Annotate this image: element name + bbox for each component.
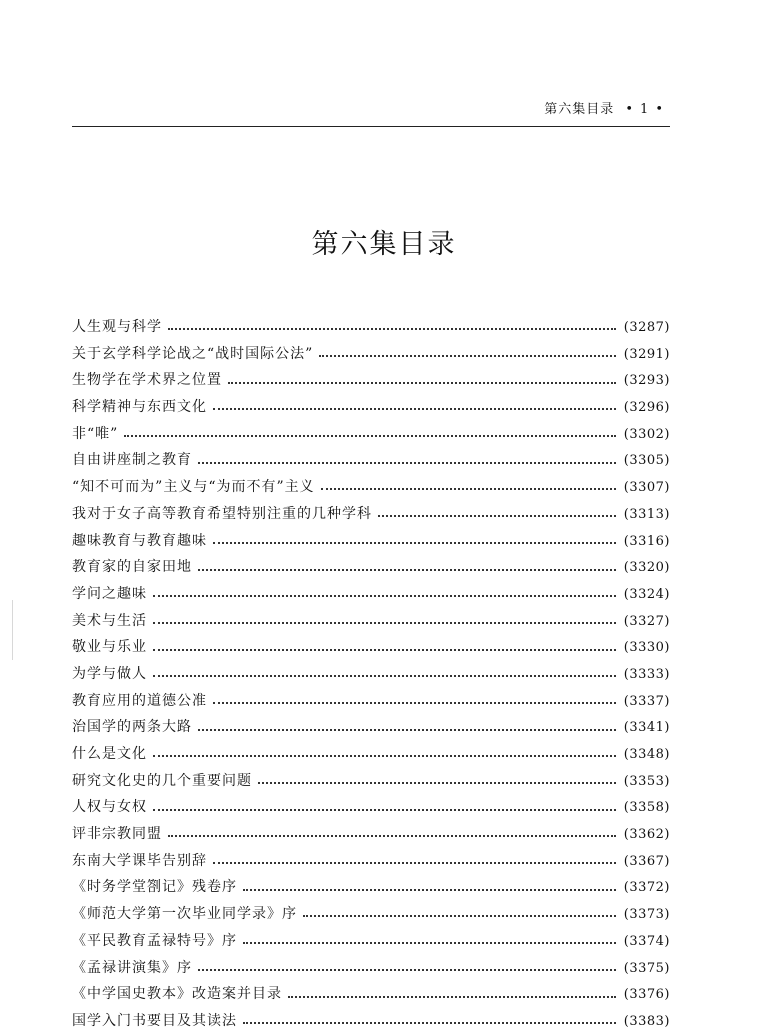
toc-dot-leader (243, 889, 616, 891)
toc-dot-leader (198, 729, 616, 731)
toc-entry (72, 821, 670, 848)
toc-entry (72, 394, 670, 421)
margin-mark (12, 600, 13, 660)
toc-entry-title: 非“唯” (72, 425, 119, 442)
toc-dot-leader (198, 462, 616, 464)
toc-entry-title: 关于玄学科学论战之“战时国际公法” (72, 345, 314, 362)
toc-dot-leader (153, 622, 616, 624)
toc-entry-page: (3320) (623, 560, 670, 576)
toc-entry-page: (3383) (623, 1013, 670, 1029)
toc-entry-page: (3362) (623, 827, 670, 843)
toc-entry (72, 714, 670, 741)
toc-entry (72, 794, 670, 821)
toc-entry (72, 1008, 670, 1035)
toc-entry-title: 学问之趣味 (72, 585, 147, 602)
toc-entry-title: 我对于女子高等教育希望特别注重的几种学科 (72, 505, 372, 522)
toc-entry (72, 314, 670, 341)
toc-entry-page: (3372) (623, 880, 670, 896)
toc-entry-page: (3291) (623, 346, 670, 362)
toc-entry-page: (3375) (623, 960, 670, 976)
toc-entry (72, 474, 670, 501)
toc-dot-leader (124, 435, 615, 437)
toc-entry (72, 341, 670, 368)
toc-dot-leader (319, 355, 615, 357)
toc-entry-title: 国学入门书要目及其读法 (72, 1012, 237, 1029)
toc-dot-leader (213, 862, 616, 864)
toc-dot-leader (153, 755, 616, 757)
page-title: 第六集目录 (311, 229, 457, 260)
toc-entry-title: “知不可而为”主义与“为而不有”主义 (72, 479, 315, 496)
toc-entry (72, 928, 670, 955)
toc-entry (72, 528, 670, 555)
toc-entry-page: (3358) (623, 800, 670, 816)
toc-entry (72, 421, 670, 448)
toc-entry (72, 367, 670, 394)
toc-entry-title: 《师范大学第一次毕业同学录》序 (72, 906, 297, 923)
toc-entry-page: (3302) (623, 426, 670, 442)
toc-entry-page: (3333) (623, 666, 670, 682)
toc-dot-leader (213, 702, 616, 704)
toc-entry-page: (3327) (623, 613, 670, 629)
toc-entry-title: 东南大学课毕告别辞 (72, 852, 207, 869)
toc-entry-title: 美术与生活 (72, 612, 147, 629)
toc-entry-title: 教育应用的道德公准 (72, 692, 207, 709)
toc-entry-title: 研究文化史的几个重要问题 (72, 772, 252, 789)
toc-dot-leader (213, 408, 616, 410)
header-page-number: 1 (640, 102, 650, 117)
toc-entry-page: (3287) (623, 320, 670, 335)
toc-entry-title: 敬业与乐业 (72, 639, 147, 656)
toc-entry-page: (3293) (623, 373, 670, 389)
toc-entry-title: 《孟禄讲演集》序 (72, 959, 192, 976)
toc-entry (72, 447, 670, 474)
toc-entry (72, 741, 670, 768)
toc-entry-page: (3313) (623, 506, 670, 522)
toc-entry-title: 人生观与科学 (72, 319, 162, 335)
toc-entry-page: (3376) (623, 987, 670, 1003)
header-dot-left: • (625, 102, 635, 117)
toc-entry (72, 554, 670, 581)
toc-entry-page: (3305) (623, 453, 670, 469)
toc-entry-title: 自由讲座制之教育 (72, 452, 192, 469)
toc-dot-leader (168, 328, 616, 330)
table-of-contents (72, 314, 670, 1035)
toc-dot-leader (288, 996, 616, 998)
toc-dot-leader (228, 382, 616, 384)
toc-dot-leader (258, 782, 616, 784)
toc-entry (72, 501, 670, 528)
toc-entry-title: 人权与女权 (72, 799, 147, 816)
toc-entry (72, 981, 670, 1008)
toc-entry-title: 为学与做人 (72, 665, 147, 682)
toc-dot-leader (198, 969, 616, 971)
toc-entry-page: (3324) (623, 586, 670, 602)
toc-entry (72, 874, 670, 901)
toc-entry (72, 581, 670, 608)
toc-entry (72, 608, 670, 635)
toc-entry (72, 848, 670, 875)
header-dot-right: • (655, 102, 664, 117)
toc-entry (72, 901, 670, 928)
toc-dot-leader (321, 488, 616, 490)
toc-entry-title: 趣味教育与教育趣味 (72, 532, 207, 549)
header-rule (72, 126, 670, 127)
toc-dot-leader (153, 675, 616, 677)
toc-entry-page: (3341) (623, 720, 670, 736)
toc-entry (72, 634, 670, 661)
toc-entry-page: (3296) (623, 400, 670, 416)
toc-entry-title: 《中学国史教本》改造案并目录 (72, 986, 282, 1003)
toc-dot-leader (153, 649, 616, 651)
toc-dot-leader (213, 542, 616, 544)
toc-entry-page: (3348) (623, 747, 670, 762)
toc-entry (72, 768, 670, 795)
toc-entry (72, 661, 670, 688)
toc-entry-page: (3373) (623, 907, 670, 923)
toc-entry-title: 治国学的两条大路 (72, 719, 192, 736)
toc-dot-leader (243, 942, 616, 944)
toc-entry-page: (3367) (623, 853, 670, 869)
toc-entry-page: (3374) (623, 933, 670, 949)
toc-dot-leader (303, 915, 616, 917)
toc-entry-title: 评非宗教同盟 (72, 826, 162, 843)
toc-dot-leader (153, 809, 616, 811)
running-header (72, 98, 670, 124)
toc-entry-title: 科学精神与东西文化 (72, 399, 207, 416)
toc-entry (72, 955, 670, 982)
toc-entry-page: (3330) (623, 640, 670, 656)
toc-dot-leader (198, 569, 616, 571)
toc-entry-title: 《时务学堂劄记》残卷序 (72, 879, 237, 896)
toc-entry-page: (3316) (623, 533, 670, 549)
toc-entry-page: (3353) (623, 773, 670, 789)
toc-entry (72, 688, 670, 715)
toc-entry-title: 《平民教育孟禄特号》序 (72, 932, 237, 949)
toc-dot-leader (168, 835, 616, 837)
toc-dot-leader (153, 595, 616, 597)
toc-entry-title: 生物学在学术界之位置 (72, 372, 222, 389)
toc-entry-page: (3337) (623, 693, 670, 709)
running-header-title: 第六集目录 (544, 102, 615, 117)
toc-dot-leader (378, 515, 616, 517)
toc-entry-title: 什么是文化 (72, 746, 147, 762)
toc-entry-page: (3307) (623, 480, 670, 496)
toc-entry-title: 教育家的自家田地 (72, 559, 192, 576)
